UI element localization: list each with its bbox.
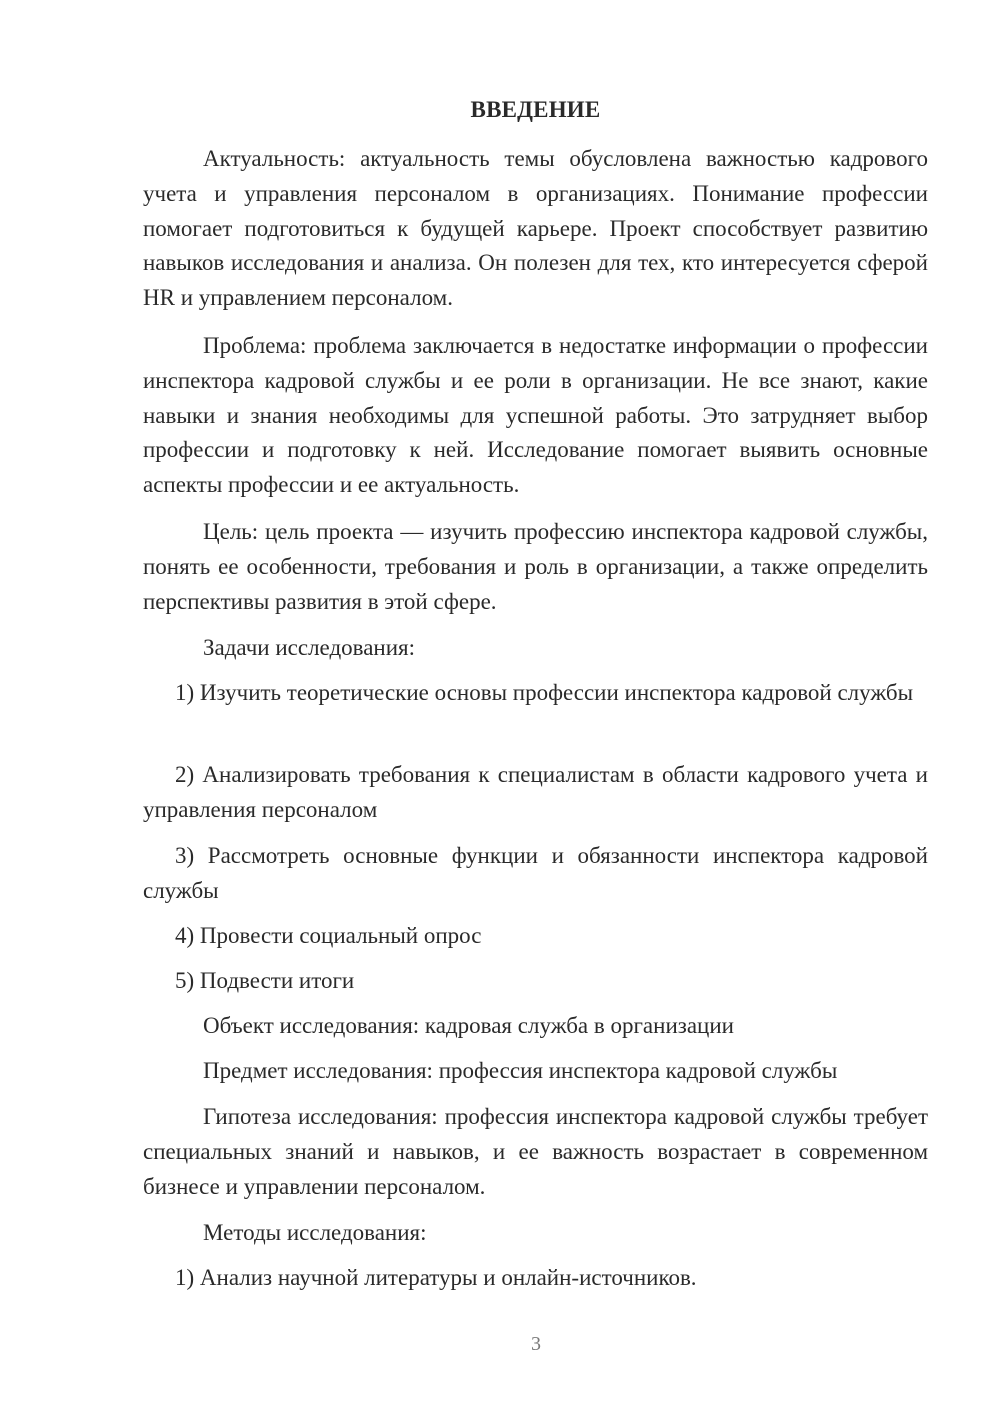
paragraph-goal: Цель: цель проекта — изучить профессию инспектора кадровой службы, понять ее особенности, требования и роль в организации, а также определить перспективы развития в этой сфере. <box>143 519 928 614</box>
list-item-method-1: 1) Анализ научной литературы и онлайн-источников. <box>175 1265 697 1290</box>
paragraph-object: Объект исследования: кадровая служба в организации <box>203 1013 734 1038</box>
list-item-task-4: 4) Провести социальный опрос <box>175 923 482 948</box>
list-item-task-1: 1) Изучить теоретические основы профессии инспектора кадровой службы <box>175 680 914 705</box>
paragraph-relevance: Актуальность: актуальность темы обусловлена важностью кадрового учета и управления персоналом в организациях. Понимание профессии помогает подготовиться к будущей карьере. Проект способствует развитию навыков исследования и анализа. Он полезен для тех, кто интересуется сферой HR и управлением персоналом. <box>143 146 928 311</box>
paragraph-tasks-title: Задачи исследования: <box>203 635 416 660</box>
list-item-task-5: 5) Подвести итоги <box>175 968 355 993</box>
paragraph-methods-title: Методы исследования: <box>203 1220 427 1245</box>
list-item-task-3: 3) Рассмотреть основные функции и обязанности инспектора кадровой службы <box>143 843 928 903</box>
paragraph-subject: Предмет исследования: профессия инспектора кадровой службы <box>203 1058 838 1083</box>
list-item-task-2: 2) Анализировать требования к специалистам в области кадрового учета и управления персоналом <box>143 762 928 822</box>
paragraph-hypothesis: Гипотеза исследования: профессия инспектора кадровой службы требует специальных знаний и навыков, и ее важность возрастает в современном бизнесе и управлении персоналом. <box>143 1104 928 1199</box>
paragraph-problem: Проблема: проблема заключается в недостатке информации о профессии инспектора кадровой службы и ее роли в организации. Не все знают, какие навыки и знания необходимы для успешной работы. Это затрудняет выбор профессии и подготовку к ней. Исследование помогает выявить основные аспекты профессии и ее актуальность. <box>143 333 928 498</box>
section-heading: ВВЕДЕНИЕ <box>470 97 601 122</box>
page-number: 3 <box>531 1333 541 1355</box>
